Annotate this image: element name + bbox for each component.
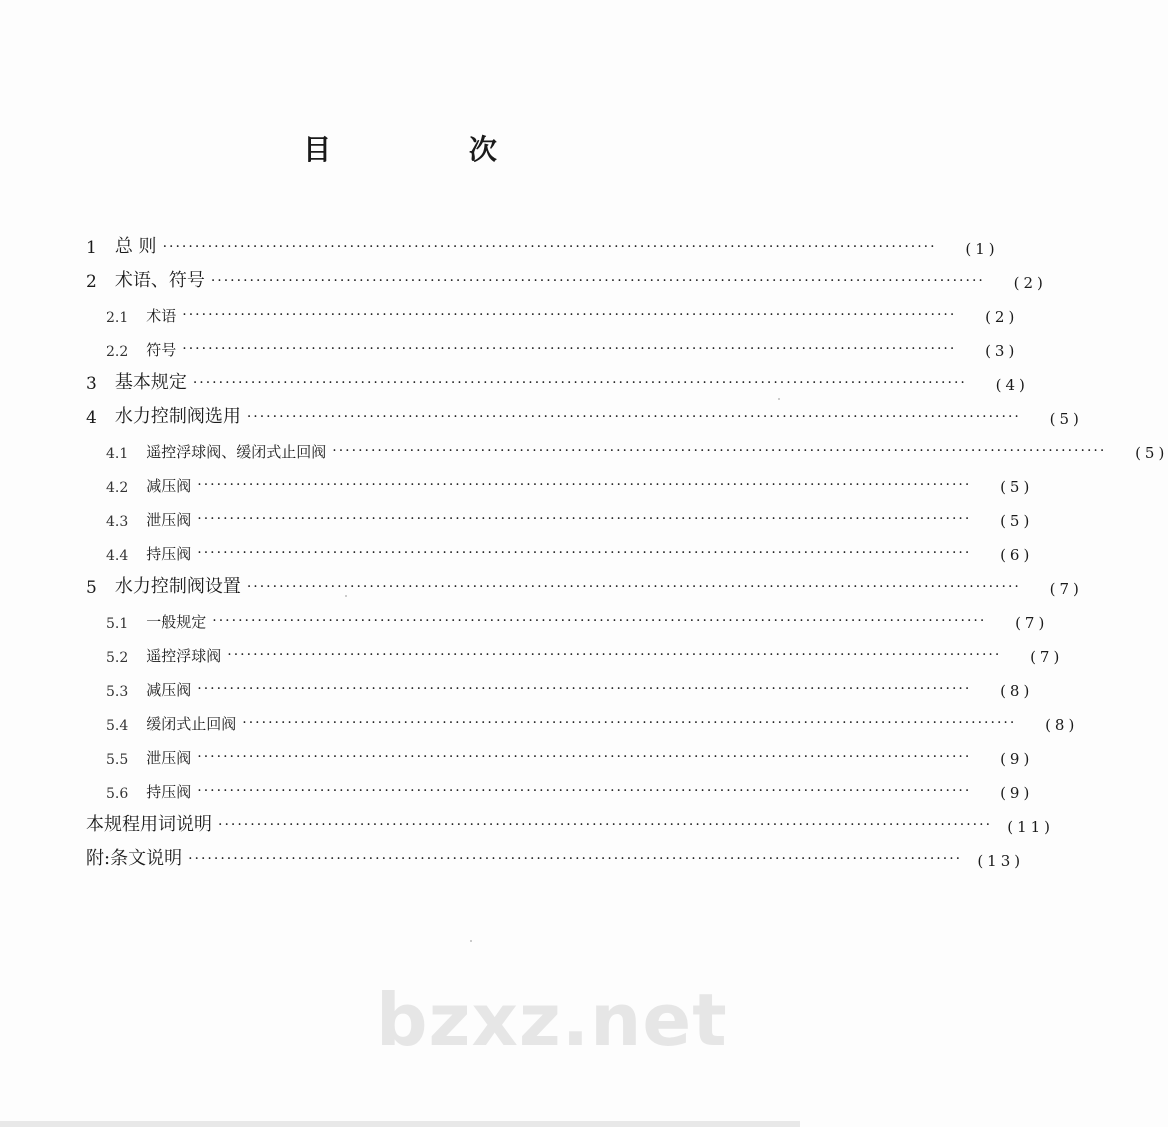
toc-entry-page: (5) xyxy=(1000,512,1034,530)
watermark: bzxz.net xyxy=(376,978,728,1062)
scan-speck xyxy=(345,595,347,597)
toc-entry-page: (5) xyxy=(1000,478,1034,496)
toc-entry-number: 4.1 xyxy=(106,446,129,462)
toc-entry-page: (2) xyxy=(985,308,1019,326)
toc-entry-number: 5.4 xyxy=(106,718,129,734)
toc-entry-page: (9) xyxy=(1000,750,1034,768)
toc-leader-dots: ························································································································ xyxy=(197,783,972,799)
toc-entry[interactable] xyxy=(86,332,1019,360)
toc-entry-title: 符号 xyxy=(146,341,177,359)
toc-entry[interactable] xyxy=(86,740,1034,768)
toc-entry-page: (7) xyxy=(1015,614,1049,632)
toc-entry-title: 泄压阀 xyxy=(146,749,192,767)
toc-entry-title: 水力控制阀设置 xyxy=(114,576,241,597)
toc-entry-number: 4.4 xyxy=(106,548,129,564)
toc-leader-dots: ························································································································ xyxy=(192,375,967,391)
page-bottom-edge xyxy=(0,1121,800,1127)
toc-entry-title: 持压阀 xyxy=(146,545,192,563)
toc-entry-page: (13) xyxy=(977,852,1025,870)
toc-entry-number: 5.6 xyxy=(106,786,129,802)
toc-leader-dots: ························································································································ xyxy=(182,307,957,323)
toc-leader-dots: ························································································································ xyxy=(162,239,937,255)
toc-entry-title: 基本规定 xyxy=(114,372,187,393)
toc-leader-dots: ························································································································ xyxy=(182,341,957,357)
toc-entry[interactable] xyxy=(86,808,1055,836)
toc-entry-title: 减压阀 xyxy=(146,681,192,699)
toc-entry-page: (3) xyxy=(985,342,1019,360)
toc-leader-dots: ························································································································ xyxy=(197,511,972,527)
toc-entry-page: (2) xyxy=(1013,274,1047,292)
toc-leader-dots: ························································································································ xyxy=(218,817,993,833)
toc-entry-number: 5.5 xyxy=(106,752,129,768)
toc-entry[interactable] xyxy=(86,604,1049,632)
toc-entry-page: (4) xyxy=(995,376,1029,394)
toc-entry-title: 术语 xyxy=(146,307,177,325)
toc-entry[interactable] xyxy=(86,298,1019,326)
toc-entry-page: (5) xyxy=(1049,410,1083,428)
toc-entry-title: 一般规定 xyxy=(146,613,207,631)
toc-entry-number: 3 xyxy=(86,374,97,394)
toc-entry[interactable] xyxy=(86,774,1034,802)
toc-entry-page: (7) xyxy=(1049,580,1083,598)
toc-entry-number: 4.2 xyxy=(106,480,129,496)
toc-entry[interactable] xyxy=(86,400,1083,428)
toc-entry-page: (7) xyxy=(1030,648,1064,666)
toc-leader-dots: ························································································································ xyxy=(197,545,972,561)
toc-entry[interactable] xyxy=(86,570,1083,598)
toc-entry[interactable] xyxy=(86,672,1034,700)
toc-entry-number: 2.2 xyxy=(106,344,129,360)
toc-entry-title: 水力控制阀选用 xyxy=(114,406,241,427)
toc-entry[interactable] xyxy=(86,536,1034,564)
toc-entry-title: 持压阀 xyxy=(146,783,192,801)
toc-leader-dots: ························································································································ xyxy=(197,681,972,697)
toc-entry-title: 总 则 xyxy=(114,236,157,257)
toc-entry-page: (6) xyxy=(1000,546,1034,564)
toc-leader-dots: ························································································································ xyxy=(197,477,972,493)
toc-entry[interactable] xyxy=(86,842,1025,870)
toc-entry[interactable] xyxy=(86,468,1034,496)
toc-entry-title: 术语、符号 xyxy=(114,270,205,291)
toc-entry-title: 遥控浮球阀、缓闭式止回阀 xyxy=(146,443,327,461)
toc-entry[interactable] xyxy=(86,230,999,258)
toc-leader-dots: ························································································································ xyxy=(227,647,1002,663)
toc-entry-page: (11) xyxy=(1007,818,1055,836)
toc-leader-dots: ························································································································ xyxy=(212,613,987,629)
toc-entry-number: 5 xyxy=(86,578,97,598)
toc-entry-page: (1) xyxy=(965,240,999,258)
toc-entry-title: 缓闭式止回阀 xyxy=(146,715,237,733)
toc-entry-page: (8) xyxy=(1045,716,1079,734)
toc-leader-dots: ························································································································ xyxy=(332,443,1107,459)
toc-leader-dots: ························································································································ xyxy=(210,273,985,289)
toc-entry-page: (9) xyxy=(1000,784,1034,802)
toc-leader-dots: ························································································································ xyxy=(197,749,972,765)
toc-entry-number: 2.1 xyxy=(106,310,129,326)
toc-entry-title: 减压阀 xyxy=(146,477,192,495)
toc-entry[interactable] xyxy=(86,638,1064,666)
toc-leader-dots: ························································································································ xyxy=(246,409,1021,425)
toc-entry-number: 2 xyxy=(86,272,97,292)
toc-entry-title: 本规程用词说明 xyxy=(86,814,212,835)
scan-speck xyxy=(778,398,780,400)
toc-entry-page: (8) xyxy=(1000,682,1034,700)
toc-entry-number: 5.3 xyxy=(106,684,129,700)
page-title: 目 次 xyxy=(303,133,561,166)
toc-entry-title: 遥控浮球阀 xyxy=(146,647,222,665)
toc-entry-title: 泄压阀 xyxy=(146,511,192,529)
toc-entry[interactable] xyxy=(86,264,1047,292)
toc-entry-number: 1 xyxy=(86,238,97,258)
toc-entry[interactable] xyxy=(86,434,1168,462)
toc-entry[interactable] xyxy=(86,366,1029,394)
toc-entry-title: 附:条文说明 xyxy=(86,848,183,869)
toc-leader-dots: ························································································································ xyxy=(246,579,1021,595)
toc-leader-dots: ························································································································ xyxy=(188,851,963,867)
toc-entry[interactable] xyxy=(86,706,1079,734)
toc-leader-dots: ························································································································ xyxy=(242,715,1017,731)
toc-entry[interactable] xyxy=(86,502,1034,530)
toc-entry-number: 4.3 xyxy=(106,514,129,530)
toc-entry-number: 4 xyxy=(86,408,97,428)
toc-entry-number: 5.1 xyxy=(106,616,129,632)
toc-entry-page: (5) xyxy=(1135,444,1168,462)
scan-speck xyxy=(470,940,472,942)
toc-entry-number: 5.2 xyxy=(106,650,129,666)
